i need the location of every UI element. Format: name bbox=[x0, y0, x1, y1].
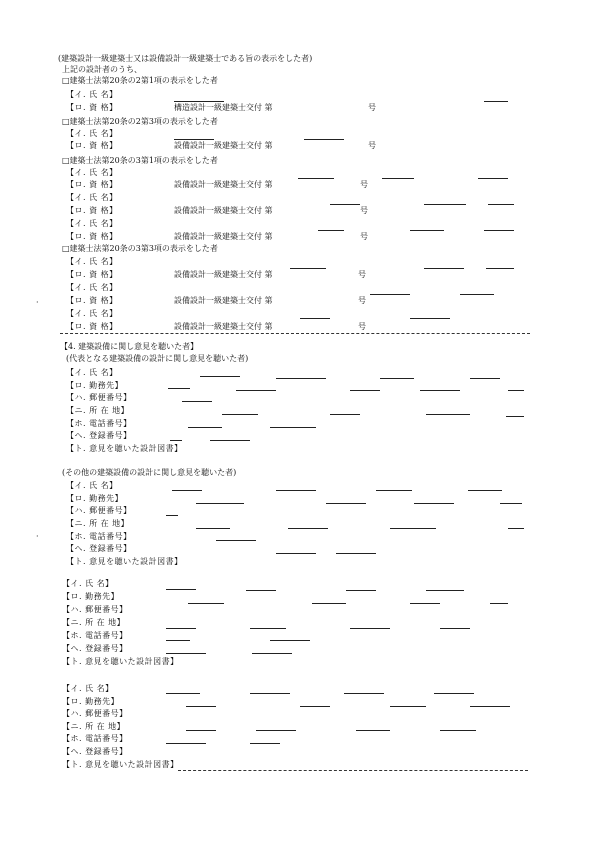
g1-ul-18 bbox=[210, 440, 250, 441]
g4-ul-9 bbox=[186, 730, 216, 731]
g2-ul-14 bbox=[216, 540, 256, 541]
g2-ul-11 bbox=[288, 528, 328, 529]
g3-ul-8 bbox=[490, 603, 508, 604]
g2-ul-13 bbox=[508, 528, 524, 529]
section-b-cert-text: 設備設計一級建築士交付 第 bbox=[174, 141, 273, 150]
section-c-underline-6 bbox=[488, 204, 514, 205]
section-b-name-label: 【イ. 氏 名】 bbox=[66, 129, 118, 138]
g2-ul-12 bbox=[390, 528, 436, 529]
g4-field-address: 【ニ. 所 在 地】 bbox=[62, 722, 126, 731]
header-line-1: (建築設計一級建築士又は設備設計一級建築士である旨の表示をした者) bbox=[58, 54, 313, 63]
section-c-underline-7 bbox=[318, 230, 344, 231]
section-d-go-2: 号 bbox=[358, 296, 366, 305]
g3-ul-14 bbox=[270, 640, 310, 641]
g1-field-name: 【イ. 氏 名】 bbox=[66, 368, 118, 377]
g4-field-postal: 【ハ. 郵便番号】 bbox=[62, 709, 128, 718]
section-d-qual-label-1: 【ロ. 資 格】 bbox=[66, 270, 118, 279]
section-d-name-label-1: 【イ. 氏 名】 bbox=[66, 257, 118, 266]
section-d-underline-5 bbox=[460, 294, 494, 295]
g2-ul-6 bbox=[326, 503, 366, 504]
margin-mark-2: · bbox=[36, 532, 39, 541]
section-b-heading: □建築士法第20条の2第3項の表示をした者 bbox=[62, 117, 218, 126]
section-c-name-label-3: 【イ. 氏 名】 bbox=[66, 219, 118, 228]
section-a-qual-label: 【ロ. 資 格】 bbox=[66, 103, 118, 112]
g4-ul-7 bbox=[390, 706, 426, 707]
section-b-go: 号 bbox=[368, 141, 376, 150]
g4-ul-3 bbox=[344, 693, 384, 694]
section-c-cert-text-2: 設備設計一級建築士交付 第 bbox=[174, 206, 273, 215]
section-d-qual-label-3: 【ロ. 資 格】 bbox=[66, 322, 118, 331]
g1-ul-11 bbox=[222, 414, 258, 415]
section-c-underline-3 bbox=[478, 178, 508, 179]
g3-ul-3 bbox=[346, 590, 376, 591]
section-b-qual-label: 【ロ. 資 格】 bbox=[66, 141, 118, 150]
g2-ul-2 bbox=[276, 490, 316, 491]
section-a-cert-text: 構造設計一級建築士交付 第 bbox=[174, 103, 273, 112]
g1-ul-3 bbox=[380, 378, 414, 379]
g3-ul-5 bbox=[188, 603, 224, 604]
g4-field-phone: 【ホ. 電話番号】 bbox=[62, 734, 128, 743]
section-c-underline-9 bbox=[484, 230, 514, 231]
g3-ul-16 bbox=[252, 653, 292, 654]
g3-ul-10 bbox=[250, 628, 286, 629]
g3-ul-12 bbox=[440, 628, 470, 629]
g1-ul-16 bbox=[270, 427, 316, 428]
section4-title: 【4. 建築設備に関し意見を聴いた者】 bbox=[60, 342, 199, 351]
section-b-underline-2 bbox=[304, 139, 344, 140]
section-d-cert-text-1: 設備設計一級建築士交付 第 bbox=[174, 270, 273, 279]
g2-field-drawings: 【ト. 意見を聴いた設計図書】 bbox=[66, 557, 183, 566]
g3-ul-2 bbox=[246, 590, 276, 591]
g2-ul-8 bbox=[500, 503, 522, 504]
g1-field-drawings: 【ト. 意見を聴いた設計図書】 bbox=[66, 444, 183, 453]
g1-field-postal: 【ハ. 郵便番号】 bbox=[66, 393, 132, 402]
g2-ul-3 bbox=[376, 490, 412, 491]
g1-ul-12 bbox=[330, 414, 360, 415]
g2-field-name: 【イ. 氏 名】 bbox=[66, 481, 118, 490]
g2-field-workplace: 【ロ. 勤務先】 bbox=[66, 494, 124, 503]
section-d-name-label-3: 【イ. 氏 名】 bbox=[66, 309, 118, 318]
g1-field-registration: 【ヘ. 登録番号】 bbox=[66, 431, 132, 440]
bottom-divider bbox=[178, 770, 528, 771]
g1-ul-4 bbox=[470, 378, 500, 379]
section-c-heading: □建築士法第20条の3第1項の表示をした者 bbox=[62, 156, 218, 165]
g3-field-drawings: 【ト. 意見を聴いた設計図書】 bbox=[62, 657, 179, 666]
g1-ul-15 bbox=[188, 427, 222, 428]
g1-ul-2 bbox=[276, 378, 326, 379]
section-a-heading: □建築士法第20条の2第1項の表示をした者 bbox=[62, 76, 218, 85]
section-c-qual-label-1: 【ロ. 資 格】 bbox=[66, 180, 118, 189]
g2-ul-9 bbox=[166, 515, 178, 516]
g3-field-phone: 【ホ. 電話番号】 bbox=[62, 631, 128, 640]
g4-ul-10 bbox=[256, 730, 296, 731]
g1-ul-9 bbox=[508, 390, 524, 391]
section-c-go-1: 号 bbox=[360, 180, 368, 189]
g1-field-phone: 【ホ. 電話番号】 bbox=[66, 419, 132, 428]
section-d-go-3: 号 bbox=[358, 322, 366, 331]
g1-ul-7 bbox=[350, 390, 380, 391]
g3-ul-9 bbox=[166, 628, 196, 629]
g1-ul-10 bbox=[182, 401, 212, 402]
g4-ul-5 bbox=[186, 706, 216, 707]
g1-ul-14 bbox=[506, 416, 524, 417]
section-c-underline-4 bbox=[330, 204, 360, 205]
section-a-underline-1 bbox=[174, 101, 224, 102]
g4-ul-8 bbox=[470, 706, 510, 707]
section-d-qual-label-2: 【ロ. 資 格】 bbox=[66, 296, 118, 305]
g2-ul-5 bbox=[196, 503, 244, 504]
g3-field-registration: 【ヘ. 登録番号】 bbox=[62, 644, 128, 653]
section-c-qual-label-3: 【ロ. 資 格】 bbox=[66, 232, 118, 241]
g1-ul-17 bbox=[170, 440, 182, 441]
g4-ul-2 bbox=[250, 693, 290, 694]
margin-mark-1: · bbox=[36, 298, 39, 307]
section-c-underline-8 bbox=[410, 230, 444, 231]
g4-ul-12 bbox=[440, 730, 476, 731]
g4-field-workplace: 【ロ. 勤務先】 bbox=[62, 697, 120, 706]
g4-ul-14 bbox=[250, 743, 280, 744]
g3-ul-6 bbox=[312, 603, 346, 604]
section-d-underline-7 bbox=[410, 318, 450, 319]
g2-field-postal: 【ハ. 郵便番号】 bbox=[66, 506, 132, 515]
g4-ul-13 bbox=[166, 743, 206, 744]
section-c-name-label-2: 【イ. 氏 名】 bbox=[66, 193, 118, 202]
g2-ul-7 bbox=[414, 503, 454, 504]
section-d-underline-1 bbox=[290, 268, 326, 269]
section-d-underline-6 bbox=[300, 318, 330, 319]
section-c-cert-text-1: 設備設計一級建築士交付 第 bbox=[174, 180, 273, 189]
g4-ul-6 bbox=[300, 706, 330, 707]
g3-ul-1 bbox=[166, 589, 196, 590]
section-a-name-label: 【イ. 氏 名】 bbox=[66, 90, 118, 99]
g2-field-address: 【ニ. 所 在 地】 bbox=[66, 519, 130, 528]
g2-ul-16 bbox=[336, 553, 376, 554]
g4-ul-1 bbox=[166, 693, 200, 694]
g4-ul-4 bbox=[434, 693, 474, 694]
section-d-heading: □建築士法第20条の3第3項の表示をした者 bbox=[62, 244, 218, 253]
section-c-go-3: 号 bbox=[360, 232, 368, 241]
g3-field-name: 【イ. 氏 名】 bbox=[62, 579, 114, 588]
section-d-underline-4 bbox=[370, 294, 410, 295]
section-a-underline-2 bbox=[484, 101, 508, 102]
section-d-cert-text-2: 設備設計一級建築士交付 第 bbox=[174, 296, 273, 305]
g4-field-drawings: 【ト. 意見を聴いた設計図書】 bbox=[62, 760, 179, 769]
section-c-name-label-1: 【イ. 氏 名】 bbox=[66, 168, 118, 177]
g2-ul-10 bbox=[196, 528, 230, 529]
g3-ul-13 bbox=[166, 640, 190, 641]
g4-field-name: 【イ. 氏 名】 bbox=[62, 684, 114, 693]
section-d-go-1: 号 bbox=[358, 270, 366, 279]
section4-subtitle: (代表となる建築設備の設計に関し意見を聴いた者) bbox=[66, 354, 249, 363]
section-d-underline-3 bbox=[486, 268, 514, 269]
section-divider bbox=[60, 333, 530, 334]
g3-ul-11 bbox=[350, 628, 390, 629]
g3-field-address: 【ニ. 所 在 地】 bbox=[62, 618, 126, 627]
header-line-2: 上記の設計者のうち、 bbox=[62, 65, 142, 74]
section-d-cert-text-3: 設備設計一級建築士交付 第 bbox=[174, 322, 273, 331]
g1-ul-8 bbox=[420, 390, 460, 391]
g4-field-registration: 【ヘ. 登録番号】 bbox=[62, 747, 128, 756]
g1-ul-6 bbox=[236, 390, 276, 391]
section-c-underline-1 bbox=[298, 178, 334, 179]
g3-ul-4 bbox=[426, 590, 464, 591]
g1-ul-5 bbox=[168, 388, 190, 389]
g2-ul-1 bbox=[172, 490, 202, 491]
section-c-go-2: 号 bbox=[360, 206, 368, 215]
g3-field-postal: 【ハ. 郵便番号】 bbox=[62, 605, 128, 614]
g1-field-workplace: 【ロ. 勤務先】 bbox=[66, 381, 124, 390]
g1-field-address: 【ニ. 所 在 地】 bbox=[66, 406, 130, 415]
section-c-cert-text-3: 設備設計一級建築士交付 第 bbox=[174, 232, 273, 241]
g3-ul-15 bbox=[166, 653, 206, 654]
g4-ul-11 bbox=[356, 730, 390, 731]
section-c-underline-2 bbox=[382, 178, 414, 179]
section-a-go: 号 bbox=[368, 103, 376, 112]
section-d-underline-2 bbox=[424, 268, 464, 269]
g3-ul-7 bbox=[410, 603, 440, 604]
section-c-underline-5 bbox=[424, 204, 466, 205]
g1-ul-13 bbox=[426, 414, 470, 415]
section4-other-heading: (その他の建築設備の設計に関し意見を聴いた者) bbox=[62, 468, 237, 477]
g2-field-registration: 【ヘ. 登録番号】 bbox=[66, 544, 132, 553]
section-b-underline-1 bbox=[174, 139, 214, 140]
g2-ul-4 bbox=[468, 490, 502, 491]
g2-field-phone: 【ホ. 電話番号】 bbox=[66, 532, 132, 541]
section-d-name-label-2: 【イ. 氏 名】 bbox=[66, 283, 118, 292]
g3-field-workplace: 【ロ. 勤務先】 bbox=[62, 592, 120, 601]
section-c-qual-label-2: 【ロ. 資 格】 bbox=[66, 206, 118, 215]
g1-ul-1 bbox=[200, 376, 240, 377]
g2-ul-15 bbox=[276, 553, 316, 554]
